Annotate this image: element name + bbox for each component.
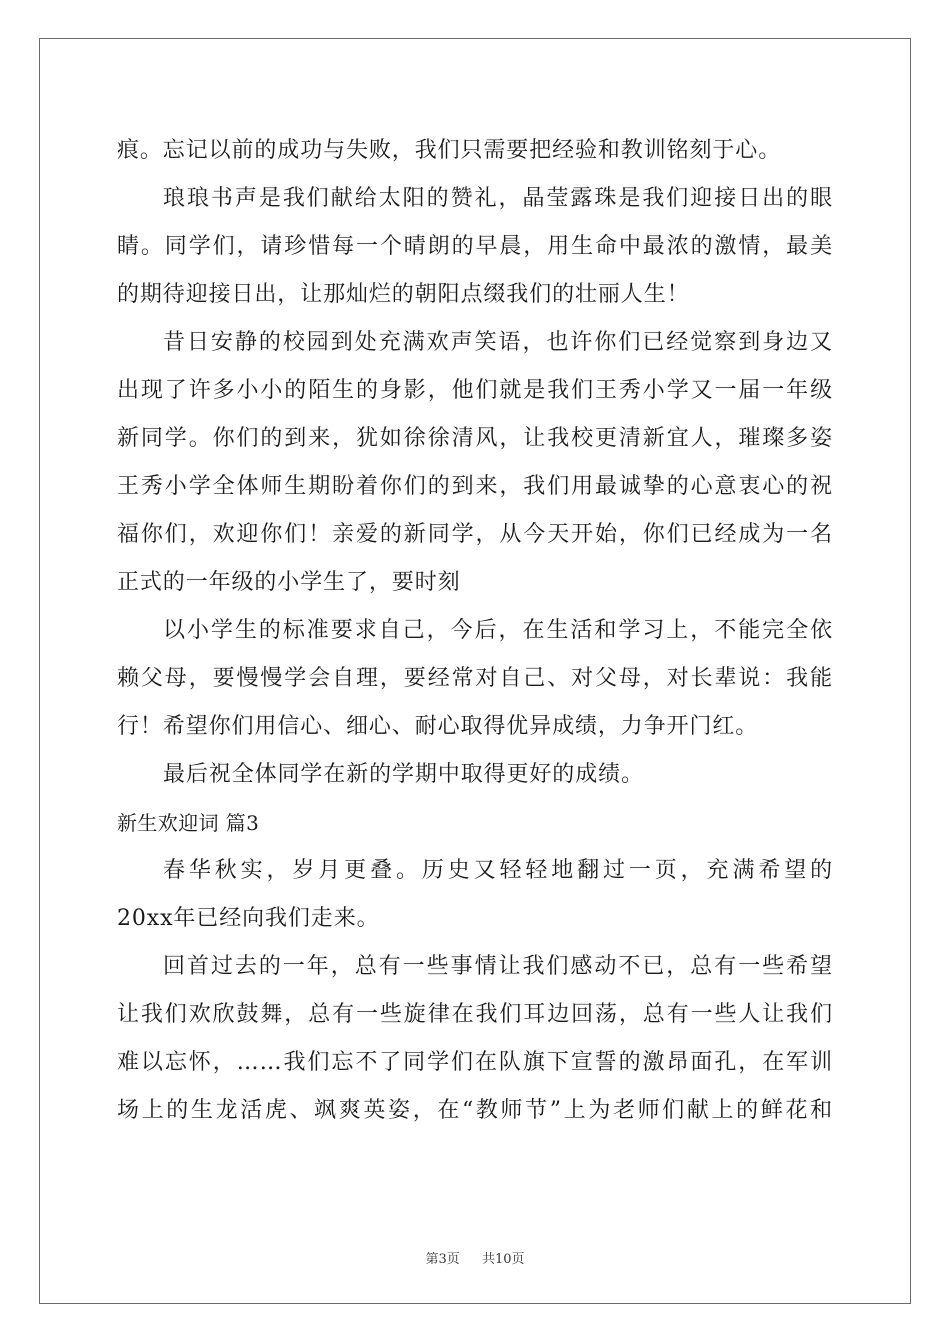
text-line: 20xx年已经向我们走来。: [117, 906, 380, 931]
text-line: 赖父母，要慢慢学会自理，要经常对自己、对父母，对长辈说：我能: [117, 666, 833, 691]
total-pages-label: 共10页: [482, 1252, 525, 1267]
current-page-label: 第3页: [425, 1252, 460, 1267]
text-line: 让我们欢欣鼓舞，总有一些旋律在我们耳边回荡，总有一些人让我们: [117, 1002, 833, 1027]
text-line: 新同学。你们的到来，犹如徐徐清风，让我校更清新宜人，璀璨多姿: [117, 426, 833, 451]
text-line: 王秀小学全体师生期盼着你们的到来，我们用最诚挚的心意衷心的祝: [117, 474, 833, 499]
page-footer: [0, 1248, 950, 1267]
text-line: 痕。忘记以前的成功与失败，我们只需要把经验和教训铭刻于心。: [117, 138, 782, 163]
text-line: 的期待迎接日出，让那灿烂的朝阳点缀我们的壮丽人生！: [117, 282, 690, 307]
text-line: 难以忘怀，……我们忘不了同学们在队旗下宣誓的激昂面孔，在军训: [117, 1050, 833, 1075]
text-line: 睛。同学们，请珍惜每一个晴朗的早晨，用生命中最浓的激情，最美: [117, 234, 833, 259]
section-heading: 新生欢迎词 篇3: [117, 811, 260, 835]
text-line: 行！希望你们用信心、细心、耐心取得优异成绩，力争开门红。: [117, 714, 759, 739]
text-line: 正式的一年级的小学生了，要时刻: [117, 570, 461, 595]
text-line: 最后祝全体同学在新的学期中取得更好的成绩。: [163, 762, 644, 787]
text-line: 以小学生的标准要求自己，今后，在生活和学习上，不能完全依: [163, 618, 833, 643]
text-line: 昔日安静的校园到处充满欢声笑语，也许你们已经觉察到身边又: [163, 330, 833, 355]
text-line: 琅琅书声是我们献给太阳的赞礼，晶莹露珠是我们迎接日出的眼: [163, 186, 833, 211]
text-line: 福你们，欢迎你们！亲爱的新同学，从今天开始，你们已经成为一名: [117, 522, 833, 547]
text-line: 春华秋实，岁月更叠。历史又轻轻地翻过一页，充满希望的: [163, 858, 833, 883]
text-line: 出现了许多小小的陌生的身影，他们就是我们王秀小学又一届一年级: [117, 378, 833, 403]
document-body: [117, 127, 833, 1135]
text-line: 回首过去的一年，总有一些事情让我们感动不已，总有一些希望: [163, 954, 833, 979]
text-line: 场上的生龙活虎、飒爽英姿，在“教师节”上为老师们献上的鲜花和: [117, 1098, 833, 1123]
